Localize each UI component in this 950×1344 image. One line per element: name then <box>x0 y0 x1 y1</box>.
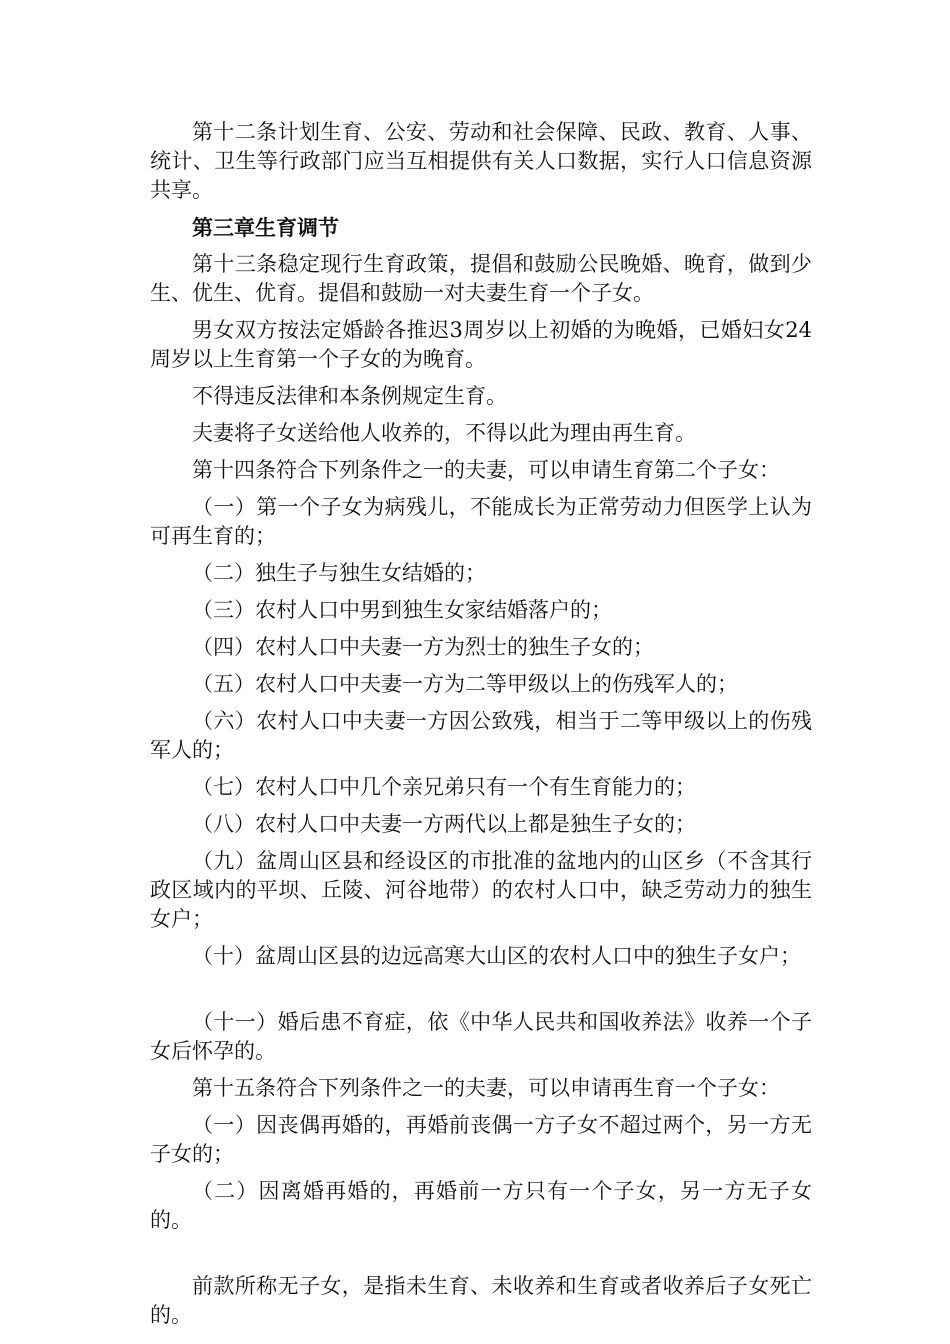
article-14-item-10: （十）盆周山区县的边远高寒大山区的农村人口中的独生子女户； <box>192 944 801 968</box>
no-children-definition-paragraph: 前款所称无子女，是指未生育、未收养和生育或者收养后子女死亡的。 <box>150 1274 812 1327</box>
no-violation-paragraph: 不得违反法律和本条例规定生育。 <box>192 384 507 408</box>
article-14-item-7: （七）农村人口中几个亲兄弟只有一个有生育能力的； <box>192 775 696 799</box>
article-14-item-3: （三）农村人口中男到独生女家结婚落户的； <box>192 598 612 622</box>
article-14-paragraph: 第十四条符合下列条件之一的夫妻，可以申请生育第二个子女： <box>192 458 780 482</box>
article-14-item-2: （二）独生子与独生女结婚的； <box>192 561 486 585</box>
article-12-paragraph: 第十二条计划生育、公安、劳动和社会保障、民政、教育、人事、统计、卫生等行政部门应当互相提供有关人口数据，实行人口信息资源共享。 <box>150 120 812 202</box>
late-marriage-paragraph: 男女双方按法定婚龄各推迟3周岁以上初婚的为晚婚，已婚妇女24周岁以上生育第一个子女的为晚育。 <box>150 318 812 371</box>
article-15-paragraph: 第十五条符合下列条件之一的夫妻，可以申请再生育一个子女： <box>192 1076 780 1100</box>
article-14-item-11: （十一）婚后患不育症，依《中华人民共和国收养法》收养一个子女后怀孕的。 <box>150 1010 812 1063</box>
chapter-3-heading: 第三章生育调节 <box>192 215 339 240</box>
adoption-paragraph: 夫妻将子女送给他人收养的，不得以此为理由再生育。 <box>192 421 696 445</box>
article-14-item-9: （九）盆周山区县和经设区的市批准的盆地内的山区乡（不含其行政区域内的平坝、丘陵、河谷地带）的农村人口中，缺乏劳动力的独生女户； <box>150 849 812 931</box>
article-14-item-4: （四）农村人口中夫妻一方为烈士的独生子女的； <box>192 635 654 659</box>
article-15-item-1: （一）因丧偶再婚的，再婚前丧偶一方子女不超过两个，另一方无子女的； <box>150 1113 812 1166</box>
article-14-item-8: （八）农村人口中夫妻一方两代以上都是独生子女的； <box>192 812 696 836</box>
article-14-item-1: （一）第一个子女为病残儿，不能成长为正常劳动力但医学上认为可再生育的； <box>150 495 812 548</box>
article-15-item-2: （二）因离婚再婚的，再婚前一方只有一个子女，另一方无子女的。 <box>150 1179 812 1232</box>
article-13-paragraph: 第十三条稳定现行生育政策，提倡和鼓励公民晚婚、晚育，做到少生、优生、优育。提倡和鼓励一对夫妻生育一个子女。 <box>150 252 812 305</box>
document-page <box>150 118 812 1338</box>
article-14-item-5: （五）农村人口中夫妻一方为二等甲级以上的伤残军人的； <box>192 672 738 696</box>
article-14-item-6: （六）农村人口中夫妻一方因公致残，相当于二等甲级以上的伤残军人的； <box>150 709 812 762</box>
